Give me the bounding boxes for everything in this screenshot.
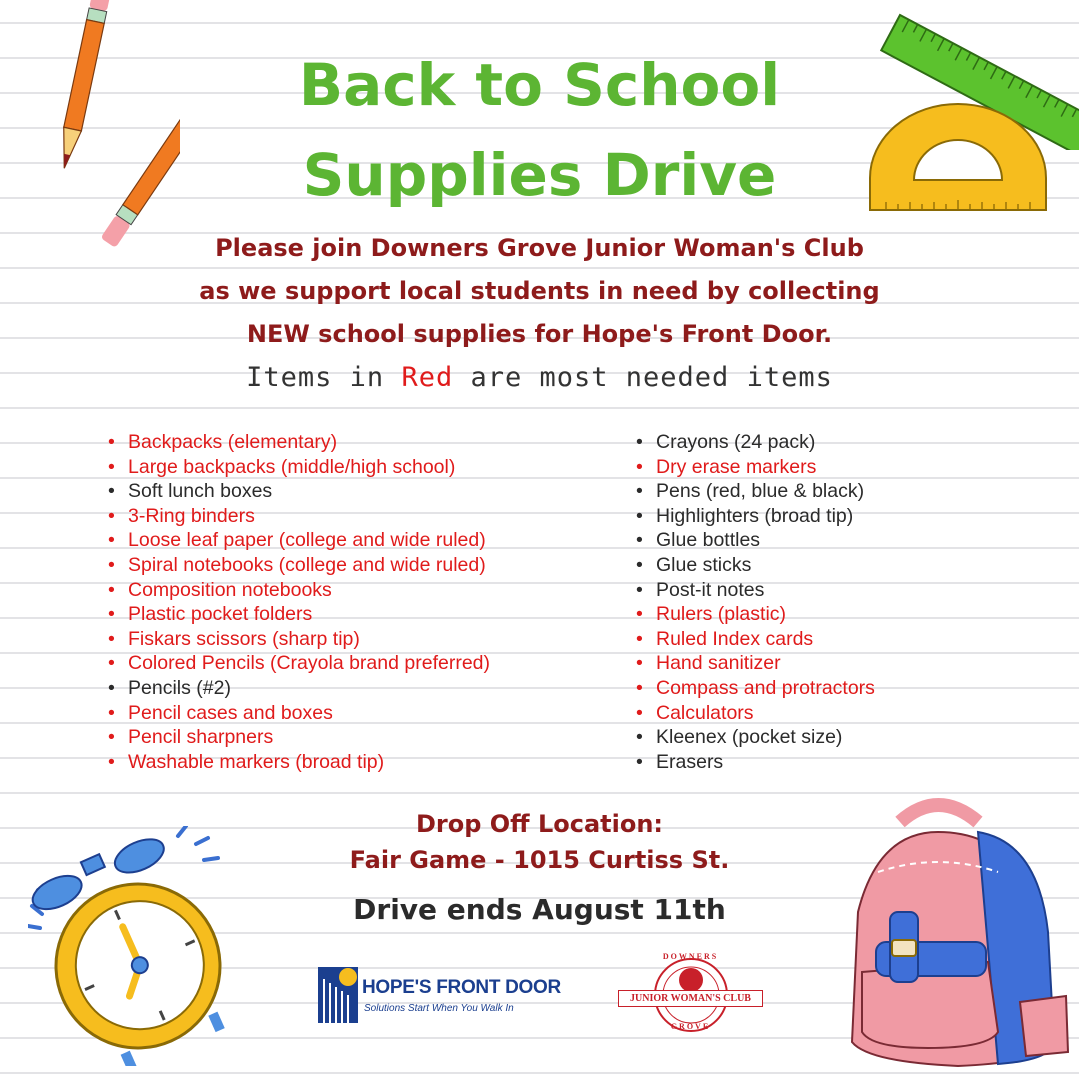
jwc-logo-name: JUNIOR WOMAN'S CLUB [618, 990, 763, 1007]
supply-list-item: • Spiral notebooks (college and wide ruled) [106, 553, 490, 578]
hope-logo-name: HOPE'S FRONT DOOR [362, 977, 561, 998]
intro-line-3: NEW school supplies for Hope's Front Door. [246, 320, 833, 348]
supply-list-item: • Washable markers (broad tip) [106, 750, 490, 775]
supply-list-item: • Rulers (plastic) [634, 602, 875, 627]
title-line-2: Supplies Drive [302, 141, 777, 209]
supply-list-item: • Kleenex (pocket size) [634, 725, 875, 750]
junior-womans-club-logo [618, 950, 763, 1040]
supply-list-item: • Pencil cases and boxes [106, 701, 490, 726]
legend-note [0, 362, 1079, 393]
supply-list-item: • Soft lunch boxes [106, 479, 490, 504]
supply-list-item: • Composition notebooks [106, 578, 490, 603]
supply-list-item: • Backpacks (elementary) [106, 430, 490, 455]
jwc-arc-bottom: GROVE [670, 1022, 711, 1031]
supply-list-item: • Colored Pencils (Crayola brand preferred) [106, 651, 490, 676]
supply-list-item: • Compass and protractors [634, 676, 875, 701]
supply-list-item: • 3-Ring binders [106, 504, 490, 529]
supply-list-item: • Crayons (24 pack) [634, 430, 875, 455]
intro-line-2: as we support local students in need by collecting [199, 277, 880, 305]
dropoff-heading: Drop Off Location: [415, 810, 664, 838]
supply-list-item: • Pencils (#2) [106, 676, 490, 701]
supply-list-right [634, 430, 875, 774]
legend-before: Items in [246, 362, 385, 393]
dropoff-address: Fair Game - 1015 Curtiss St. [349, 846, 730, 874]
supply-list-item: • Calculators [634, 701, 875, 726]
supply-list-item: • Hand sanitizer [634, 651, 875, 676]
deadline-text: Drive ends August 11th [353, 893, 726, 926]
supply-list-item: • Dry erase markers [634, 455, 875, 480]
supply-list-item: • Ruled Index cards [634, 627, 875, 652]
supply-list-item: • Loose leaf paper (college and wide ruled) [106, 528, 490, 553]
supply-list-item: • Pens (red, blue & black) [634, 479, 875, 504]
supply-list-item: • Highlighters (broad tip) [634, 504, 875, 529]
legend-red-word: Red [401, 362, 454, 393]
supply-list-item: • Post-it notes [634, 578, 875, 603]
supply-list-item: • Plastic pocket folders [106, 602, 490, 627]
supply-list-item: • Pencil sharpners [106, 725, 490, 750]
supply-list-item: • Erasers [634, 750, 875, 775]
alarm-clock-icon [28, 826, 248, 1066]
title-line-1: Back to School [298, 51, 781, 119]
supply-list-left [106, 430, 490, 774]
supply-list-item: • Glue bottles [634, 528, 875, 553]
door-logo-icon [318, 967, 360, 1023]
intro-text [0, 227, 1079, 356]
legend-after: are most needed items [470, 362, 833, 393]
intro-line-1: Please join Downers Grove Junior Woman's Club [215, 234, 864, 262]
hopes-front-door-logo [318, 965, 561, 1025]
hope-logo-tagline: Solutions Start When You Walk In [364, 1003, 514, 1014]
jwc-arc-top: DOWNERS [662, 952, 719, 961]
page-title [0, 40, 1079, 220]
supply-list-item: • Fiskars scissors (sharp tip) [106, 627, 490, 652]
backpack-icon [838, 792, 1079, 1079]
supply-list-item: • Large backpacks (middle/high school) [106, 455, 490, 480]
supply-list-item: • Glue sticks [634, 553, 875, 578]
